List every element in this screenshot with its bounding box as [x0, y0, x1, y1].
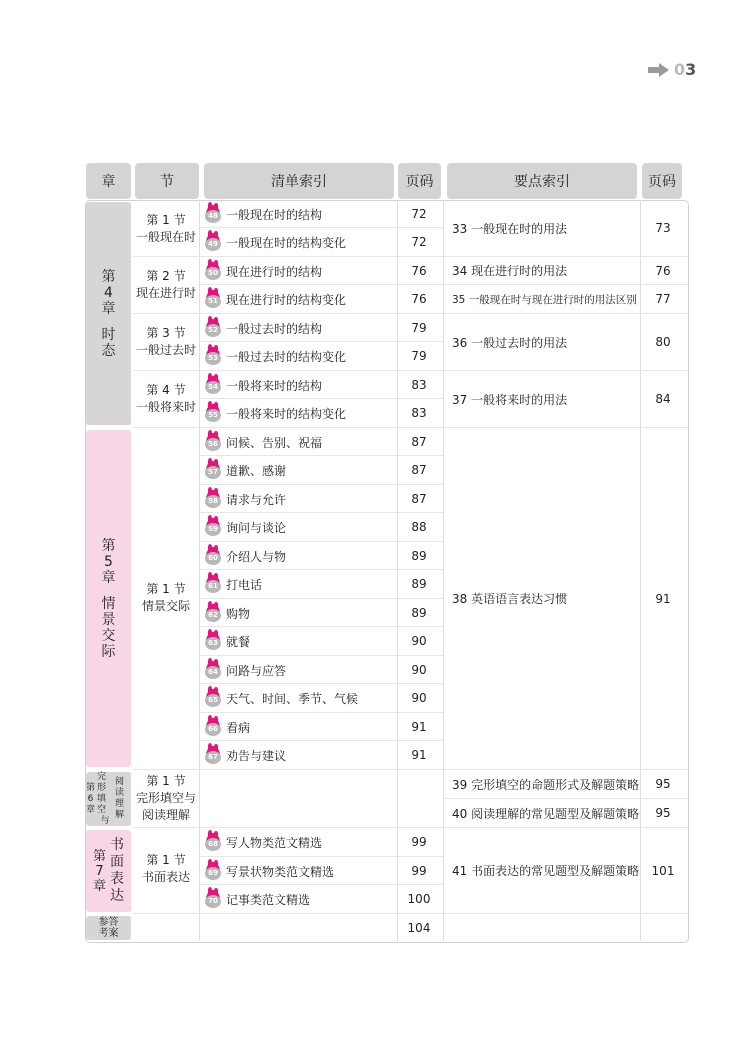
list-item — [205, 371, 322, 399]
chapter-4 — [86, 202, 131, 425]
answers-page: 104 — [407, 921, 431, 935]
item-text: 天气、时间、季节、气候 — [226, 691, 359, 706]
item-page: 87 — [411, 492, 427, 506]
chapter-text: 情 — [101, 595, 116, 612]
item-page: 87 — [411, 435, 427, 449]
list-item — [205, 656, 286, 684]
item-page: 87 — [411, 463, 427, 477]
item-text: 购物 — [226, 606, 251, 621]
chapter-text: 章 — [101, 569, 116, 586]
item-text: 一般现在时的结构变化 — [226, 235, 347, 250]
list-item — [205, 342, 346, 370]
item-text: 询问与谈论 — [226, 520, 287, 535]
chapter-text: 面 — [110, 854, 124, 870]
item-text: 一般过去时的结构变化 — [226, 349, 347, 364]
item-text: 一般过去时的结构 — [226, 321, 323, 336]
flame-number-icon: 59 — [205, 518, 221, 536]
chapter-text: 章 — [92, 878, 106, 894]
item-text: 写景状物类范文精选 — [226, 864, 335, 879]
flame-number-icon: 48 — [205, 205, 221, 223]
section-title: 一般将来时 — [135, 399, 196, 414]
key-point-page: 80 — [655, 335, 671, 349]
list-item — [205, 399, 346, 427]
key-point: 41 书面表达的常见题型及解题策略 — [452, 864, 640, 878]
flame-number-icon: 67 — [205, 746, 221, 764]
section-title: 情景交际 — [141, 599, 190, 613]
list-item — [205, 485, 286, 513]
flame-number-icon: 63 — [205, 632, 221, 650]
key-point: 34 现在进行时的用法 — [452, 264, 568, 278]
item-page: 91 — [411, 748, 427, 762]
chapter-text: 时 — [101, 326, 116, 343]
key-point-page: 76 — [655, 263, 671, 278]
chapter-text: 填空 — [97, 793, 107, 815]
list-item — [205, 857, 334, 885]
chapter-6 — [86, 772, 131, 826]
flame-number-icon: 54 — [205, 376, 221, 394]
flame-number-icon: 57 — [205, 461, 221, 479]
flame-number-icon: 55 — [205, 404, 221, 422]
item-text: 一般现在时的结构 — [226, 207, 323, 222]
item-page: 89 — [411, 577, 427, 591]
flame-number-icon: 52 — [205, 319, 221, 337]
item-text: 看病 — [226, 720, 251, 735]
chapter-text: 书 — [110, 837, 124, 853]
item-text: 一般将来时的结构 — [226, 378, 323, 393]
chapter-text: 际 — [101, 643, 116, 660]
list-item — [205, 314, 322, 342]
section-title: 一般现在时 — [135, 229, 196, 244]
header-page: 页码 — [398, 163, 441, 199]
chapter-text: 7 — [95, 863, 104, 879]
list-item — [205, 828, 322, 856]
item-page: 91 — [411, 720, 427, 734]
item-text: 劝告与建议 — [226, 748, 287, 763]
header-page-2: 页码 — [642, 163, 682, 199]
section-number: 第 1 节 — [146, 773, 186, 788]
item-page: 72 — [411, 235, 427, 249]
key-point: 37 一般将来时的用法 — [452, 392, 568, 407]
chapter-text: 交 — [101, 627, 116, 644]
section-cell — [133, 770, 199, 826]
list-item — [205, 513, 286, 541]
item-text: 写人物类范文精选 — [226, 835, 323, 850]
flame-number-icon: 64 — [205, 661, 221, 679]
item-page: 88 — [411, 520, 427, 534]
item-page: 83 — [411, 406, 427, 420]
item-text: 记事类范文精选 — [226, 892, 311, 907]
list-item — [205, 257, 322, 285]
item-text: 介绍人与物 — [226, 549, 287, 564]
item-text: 问路与应答 — [226, 663, 287, 678]
item-page: 89 — [411, 606, 427, 620]
header-key-point-index: 要点索引 — [447, 163, 637, 199]
chapter-7 — [86, 830, 131, 912]
list-item — [205, 627, 250, 655]
item-page: 100 — [407, 892, 431, 906]
item-page: 76 — [411, 292, 427, 306]
section-number: 第 3 节 — [146, 325, 186, 340]
chapter-text: 与 — [100, 815, 110, 826]
answers-text: 参答 — [98, 917, 119, 928]
chapter-text: 第 — [86, 782, 96, 793]
answers-cell — [86, 916, 131, 940]
flame-number-icon: 69 — [205, 862, 221, 880]
key-point-page: 101 — [651, 863, 675, 878]
item-text: 一般将来时的结构变化 — [226, 406, 347, 421]
page-number-text: 03 — [674, 60, 697, 79]
key-point-page: 95 — [655, 777, 671, 791]
item-page: 90 — [411, 691, 427, 705]
key-point: 38 英语语言表达习惯 — [452, 592, 568, 606]
chapter-text: 4 — [104, 284, 113, 301]
page-number — [648, 60, 696, 79]
key-point: 36 一般过去时的用法 — [452, 335, 568, 350]
key-point-page: 73 — [655, 221, 671, 235]
section-number: 第 1 节 — [146, 212, 186, 227]
chapter-text: 第 — [92, 848, 106, 864]
key-point-page: 91 — [655, 591, 671, 606]
section-title: 一般过去时 — [135, 342, 196, 357]
list-item — [205, 741, 286, 769]
item-page: 79 — [411, 349, 427, 363]
flame-number-icon: 49 — [205, 233, 221, 251]
chapter-text: 达 — [110, 888, 124, 904]
item-page: 99 — [411, 864, 427, 878]
flame-number-icon: 70 — [205, 890, 221, 908]
section-cell — [133, 828, 199, 912]
section-cell — [133, 371, 199, 426]
flame-number-icon: 51 — [205, 290, 221, 308]
flame-number-icon: 61 — [205, 575, 221, 593]
section-title: 书面表达 — [141, 870, 190, 884]
item-text: 问候、告别、祝福 — [226, 435, 323, 450]
flame-number-icon: 50 — [205, 262, 221, 280]
arrow-right-icon — [648, 63, 670, 77]
chapter-text: 景 — [101, 611, 116, 628]
item-text: 现在进行时的结构变化 — [226, 292, 347, 307]
section-cell — [133, 257, 199, 312]
header-chapter: 章 — [86, 163, 131, 199]
list-item — [205, 570, 262, 598]
chapter-text: 章 — [86, 804, 96, 815]
item-page: 99 — [411, 835, 427, 849]
key-point: 35 一般现在时与现在进行时的用法区别 — [452, 293, 637, 306]
section-cell — [133, 314, 199, 369]
item-page: 90 — [411, 634, 427, 648]
section-cell — [133, 428, 199, 768]
flame-number-icon: 62 — [205, 604, 221, 622]
item-page: 89 — [411, 549, 427, 563]
chapter-text: 理解 — [115, 799, 125, 820]
chapter-5 — [86, 430, 131, 767]
header-section: 节 — [135, 163, 199, 199]
list-item — [205, 599, 250, 627]
item-text: 就餐 — [226, 634, 251, 649]
chapter-text: 阅读 — [115, 777, 125, 798]
list-item — [205, 456, 286, 484]
chapter-text: 6 — [87, 793, 94, 804]
item-text: 打电话 — [226, 577, 263, 592]
flame-number-icon: 53 — [205, 347, 221, 365]
item-text: 道歉、感谢 — [226, 463, 287, 478]
answers-text: 考案 — [98, 928, 119, 939]
key-point-page: 77 — [655, 292, 671, 306]
flame-number-icon: 65 — [205, 689, 221, 707]
key-point: 40 阅读理解的常见题型及解题策略 — [452, 806, 640, 821]
chapter-text: 5 — [104, 553, 113, 570]
flame-number-icon: 56 — [205, 433, 221, 451]
list-item — [205, 200, 322, 228]
list-item — [205, 428, 322, 456]
list-item — [205, 285, 346, 313]
flame-number-icon: 66 — [205, 718, 221, 736]
item-page: 83 — [411, 378, 427, 392]
column-divider — [199, 200, 200, 941]
item-text: 请求与允许 — [226, 492, 287, 507]
chapter-text: 章 — [101, 300, 116, 317]
header-list-index: 清单索引 — [204, 163, 394, 199]
list-item — [205, 713, 250, 741]
list-item — [205, 885, 310, 913]
flame-number-icon: 60 — [205, 547, 221, 565]
column-divider — [443, 200, 444, 941]
item-text: 现在进行时的结构 — [226, 264, 323, 279]
section-title: 完形填空与 — [135, 790, 196, 805]
section-number: 第 2 节 — [146, 268, 186, 283]
list-item — [205, 228, 346, 256]
item-page: 90 — [411, 663, 427, 677]
item-page: 72 — [411, 207, 427, 221]
key-point: 33 一般现在时的用法 — [452, 221, 568, 236]
key-point: 39 完形填空的命题形式及解题策略 — [452, 777, 640, 792]
list-item — [205, 684, 358, 712]
chapter-text: 第 — [101, 537, 116, 554]
key-point-page: 84 — [655, 392, 671, 406]
item-page: 79 — [411, 321, 427, 335]
list-item — [205, 542, 286, 570]
flame-number-icon: 68 — [205, 833, 221, 851]
chapter-text: 态 — [101, 342, 116, 359]
section-number: 第 4 节 — [146, 382, 186, 397]
flame-number-icon: 58 — [205, 490, 221, 508]
section-number: 第 1 节 — [146, 582, 186, 596]
section-title: 阅读理解 — [141, 807, 190, 822]
chapter-text: 第 — [101, 268, 116, 285]
chapter-text: 表 — [110, 871, 124, 887]
section-title: 现在进行时 — [135, 285, 196, 300]
section-cell — [133, 202, 199, 255]
section-number: 第 1 节 — [146, 853, 186, 867]
chapter-text: 完形 — [97, 771, 107, 793]
item-page: 76 — [411, 264, 427, 278]
key-point-page: 95 — [655, 806, 671, 820]
